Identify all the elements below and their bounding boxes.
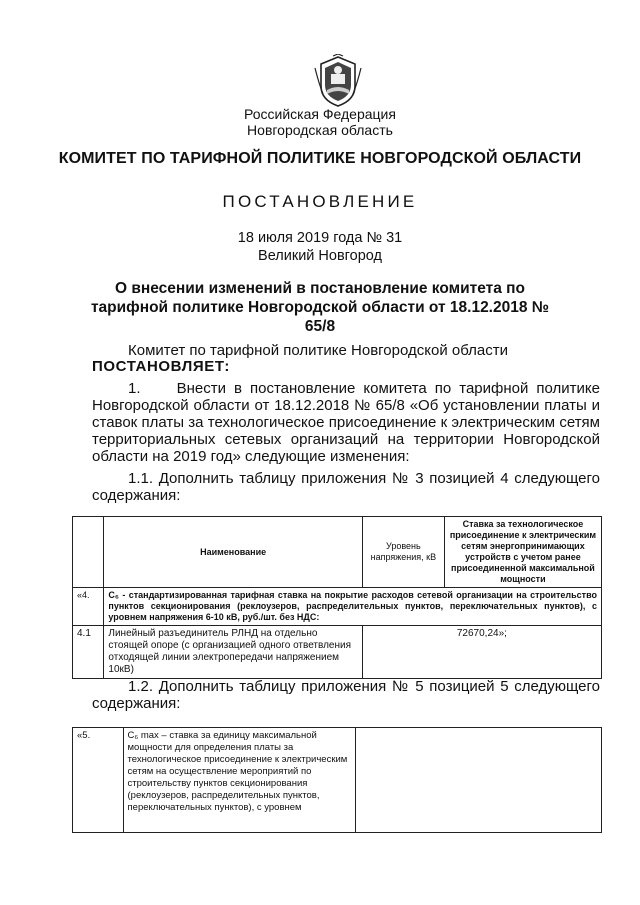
paragraph-1-number: 1. (128, 380, 141, 397)
paragraph-1-2: 1.2. Дополнить таблицу приложения № 5 позицией 5 следующего содержания: (92, 678, 600, 712)
table-appendix-3 (72, 516, 602, 679)
table-header-row (73, 517, 602, 588)
paragraph-1-text: Внести в постановление комитета по тарифной политике Новгородской области от 18.12.2018 № 65/8 «Об установлении платы и ставок платы за технологическое присоединение к электрическим сетям территориальных сетевых организаций на территории Новгородской области на 2019 год» следующие изменения: (92, 380, 600, 465)
paragraph-1 (92, 380, 600, 465)
table-appendix-5 (72, 727, 602, 833)
resolve-heading: ПОСТАНОВЛЯЕТ: (92, 358, 230, 375)
row-4-number: «4. (73, 588, 104, 626)
header-number-cell (73, 517, 104, 588)
row-4-1-value: 72670,24»; (362, 626, 601, 679)
row-5-text: C₆ max – ставка за единицу максимальной мощности для определения платы за технологическое присоединение к электрическим сетям на осуществление мероприятий по строительству пунктов секционирования (реклоузеров, распределительных пунктов, переключательных пунктов), с уровнем (123, 728, 355, 833)
country-name: Российская Федерация (244, 106, 396, 122)
row-5-number: «5. (73, 728, 124, 833)
committee-title: КОМИТЕТ ПО ТАРИФНОЙ ПОЛИТИКЕ НОВГОРОДСКОЙ ОБЛАСТИ (58, 150, 582, 167)
table-row (73, 728, 602, 833)
header-rate-cell: Ставка за технологическое присоединение к электрическим сетям энергопринимающих устройств с учетом ранее присоединенной максимальной мощности (444, 517, 601, 588)
row-4-1-number: 4.1 (73, 626, 104, 679)
document-subject: О внесении изменений в постановление комитета по тарифной политике Новгородской области от 18.12.2018 № 65/8 (90, 280, 550, 335)
coat-of-arms-emblem (313, 54, 363, 108)
paragraph-1-1: 1.1. Дополнить таблицу приложения № 3 позицией 4 следующего содержания: (92, 470, 600, 504)
row-4-text: C₆ - стандартизированная тарифная ставка на покрытие расходов сетевой организации на строительство пунктов секционирования (реклоузеров, распределительных пунктов, переключательных пунктов), с уровнем напряжения 6-10 кВ, руб./шт. без НДС: (104, 588, 602, 626)
header-level-cell: Уровень напряжения, кВ (362, 517, 444, 588)
intro-paragraph: Комитет по тарифной политике Новгородской области (128, 342, 508, 359)
row-4-1-text: Линейный разъединитель РЛНД на отдельно стоящей опоре (с организацией одного ответвления отходящей линии электропередачи напряжением 10кВ) (104, 626, 362, 679)
document-date: 18 июля 2019 года № 31 (237, 230, 403, 246)
document-type: ПОСТАНОВЛЕНИЕ (222, 192, 418, 211)
row-5-value (355, 728, 601, 833)
document-city: Великий Новгород (258, 248, 382, 264)
region-name: Новгородская область (247, 122, 393, 138)
table-row (73, 588, 602, 626)
header-name-cell: Наименование (104, 517, 362, 588)
table-row (73, 626, 602, 679)
